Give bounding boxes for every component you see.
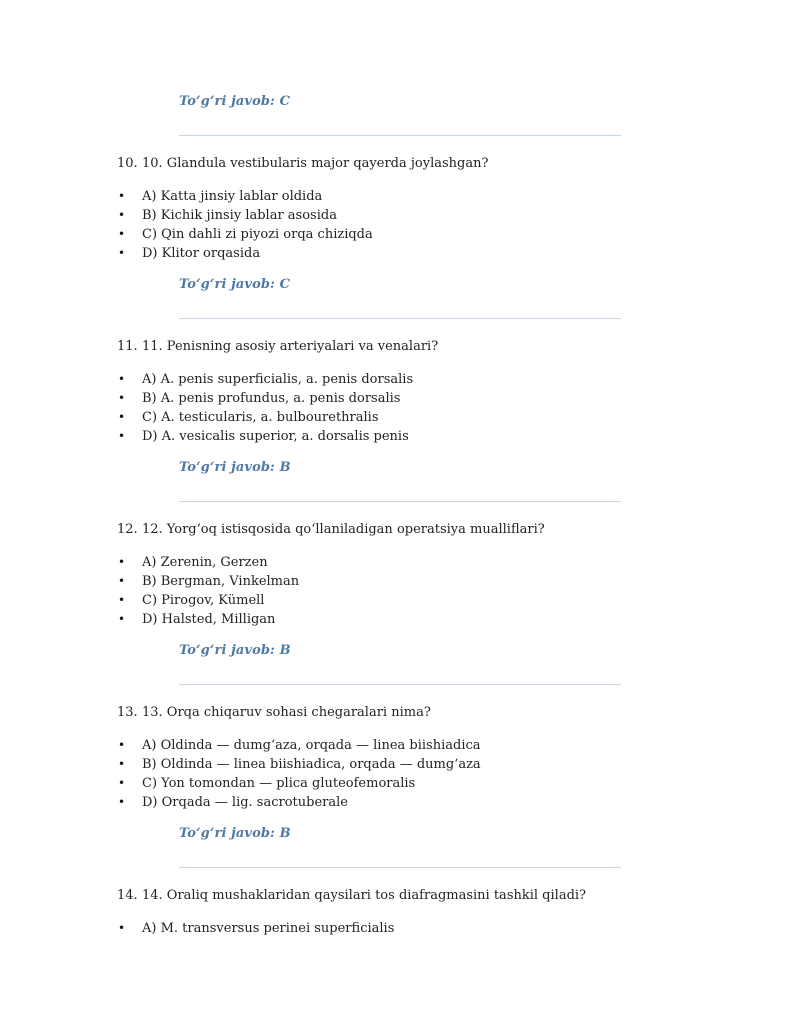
bullet-icon: • (118, 738, 126, 752)
bullet-icon: • (118, 372, 126, 386)
question-number-10: 10. (117, 156, 138, 171)
bullet-icon: • (118, 227, 126, 241)
option-11-c: • C) A. testicularis, a. bulbourethralis (118, 410, 379, 425)
bullet-icon: • (118, 757, 126, 771)
question-text-12: 12. Yorg‘oq istisqosida qo‘llaniladigan operatsiya mualliflari? (142, 522, 545, 537)
bullet-icon: • (118, 246, 126, 260)
bullet-icon: • (118, 555, 126, 569)
answer-line-q9: To‘g‘ri javob: C (179, 94, 291, 109)
answer-line-q10: To‘g‘ri javob: C (179, 277, 291, 292)
bullet-icon: • (118, 410, 126, 424)
answer-line-q11: To‘g‘ri javob: B (179, 460, 291, 475)
option-12-d: • D) Halsted, Milligan (118, 612, 276, 627)
option-12-b: • B) Bergman, Vinkelman (118, 574, 300, 589)
bullet-icon: • (118, 391, 126, 405)
option-10-a: • A) Katta jinsiy lablar oldida (118, 189, 323, 204)
option-13-c: • C) Yon tomondan — plica gluteofemoralis (118, 776, 416, 791)
divider-q10 (179, 318, 621, 319)
bullet-icon: • (118, 795, 126, 809)
question-text-11: 11. Penisning asosiy arteriyalari va venalari? (142, 339, 439, 354)
option-13-a: • A) Oldinda — dumg‘aza, orqada — linea biishiadica (118, 738, 481, 753)
option-12-c: • C) Pirogov, Kümell (118, 593, 265, 608)
bullet-icon: • (118, 574, 126, 588)
bullet-icon: • (118, 189, 126, 203)
question-number-11: 11. (117, 339, 138, 354)
answer-line-q13: To‘g‘ri javob: B (179, 826, 291, 841)
option-10-c: • C) Qin dahli zi piyozi orqa chiziqda (118, 227, 373, 242)
option-10-b: • B) Kichik jinsiy lablar asosida (118, 208, 337, 223)
question-text-14: 14. Oraliq mushaklaridan qaysilari tos diafragmasini tashkil qiladi? (142, 888, 587, 903)
option-11-d: • D) A. vesicalis superior, a. dorsalis penis (118, 429, 409, 444)
divider-q12 (179, 684, 621, 685)
divider-q13 (179, 867, 621, 868)
bullet-icon: • (118, 208, 126, 222)
divider-q9 (179, 135, 621, 136)
answer-line-q12: To‘g‘ri javob: B (179, 643, 291, 658)
bullet-icon: • (118, 429, 126, 443)
question-number-13: 13. (117, 705, 138, 720)
question-number-14: 14. (117, 888, 138, 903)
option-14-a: • A) M. transversus perinei superficialis (118, 921, 395, 936)
option-13-d: • D) Orqada — lig. sacrotuberale (118, 795, 348, 810)
bullet-icon: • (118, 593, 126, 607)
option-10-d: • D) Klitor orqasida (118, 246, 261, 261)
option-11-a: • A) A. penis superficialis, a. penis dorsalis (118, 372, 414, 387)
bullet-icon: • (118, 921, 126, 935)
option-12-a: • A) Zerenin, Gerzen (118, 555, 268, 570)
question-text-13: 13. Orqa chiqaruv sohasi chegaralari nima? (142, 705, 431, 720)
question-number-12: 12. (117, 522, 138, 537)
bullet-icon: • (118, 776, 126, 790)
question-text-10: 10. Glandula vestibularis major qayerda joylashgan? (142, 156, 489, 171)
bullet-icon: • (118, 612, 126, 626)
option-13-b: • B) Oldinda — linea biishiadica, orqada — dumg‘aza (118, 757, 481, 772)
option-11-b: • B) A. penis profundus, a. penis dorsalis (118, 391, 401, 406)
divider-q11 (179, 501, 621, 502)
